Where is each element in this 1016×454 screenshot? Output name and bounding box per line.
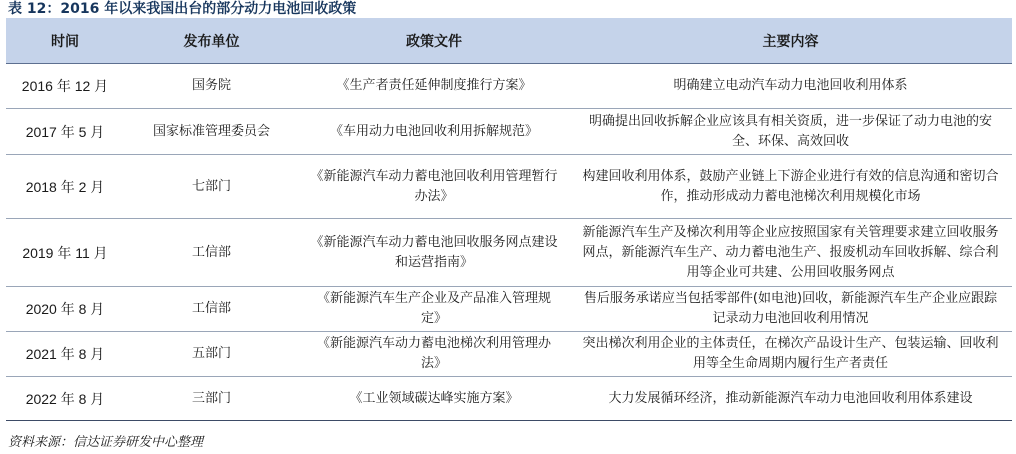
cell-date: 2018 年 2 月 <box>6 155 124 219</box>
header-content: 主要内容 <box>569 18 1012 64</box>
cell-issuer: 国家标准管理委员会 <box>124 109 299 155</box>
cell-document: 《生产者责任延伸制度推行方案》 <box>299 64 569 109</box>
cell-date: 2022 年 8 月 <box>6 377 124 421</box>
cell-issuer: 五部门 <box>124 332 299 377</box>
policy-table <box>6 18 1012 421</box>
cell-content: 构建回收利用体系，鼓励产业链上下游企业进行有效的信息沟通和密切合作，推动形成动力蓄电池梯次利用规模化市场 <box>569 155 1012 219</box>
header-issuer: 发布单位 <box>124 18 299 64</box>
cell-issuer: 工信部 <box>124 219 299 287</box>
table-row <box>6 332 1012 377</box>
table-title: 表 12：2016 年以来我国出台的部分动力电池回收政策 <box>8 1 357 17</box>
table-row <box>6 219 1012 287</box>
cell-content: 大力发展循环经济，推动新能源汽车动力电池回收利用体系建设 <box>569 377 1012 421</box>
cell-content: 售后服务承诺应当包括零部件(如电池)回收，新能源汽车生产企业应跟踪记录动力电池回收利用情况 <box>569 287 1012 332</box>
source-note: 资料来源：信达证券研发中心整理 <box>8 435 204 450</box>
header-document: 政策文件 <box>299 18 569 64</box>
cell-document: 《新能源汽车动力蓄电池梯次利用管理办法》 <box>299 332 569 377</box>
cell-issuer: 七部门 <box>124 155 299 219</box>
cell-document: 《车用动力电池回收利用拆解规范》 <box>299 109 569 155</box>
cell-content: 明确提出回收拆解企业应该具有相关资质，进一步保证了动力电池的安全、环保、高效回收 <box>569 109 1012 155</box>
cell-document: 《工业领域碳达峰实施方案》 <box>299 377 569 421</box>
table-row <box>6 377 1012 421</box>
table-row <box>6 64 1012 109</box>
cell-issuer: 三部门 <box>124 377 299 421</box>
table-row <box>6 109 1012 155</box>
cell-content: 新能源汽车生产及梯次利用等企业应按照国家有关管理要求建立回收服务网点，新能源汽车生产、动力蓄电池生产、报废机动车回收拆解、综合利用等企业可共建、公用回收服务网点 <box>569 219 1012 287</box>
cell-date: 2020 年 8 月 <box>6 287 124 332</box>
table-row <box>6 155 1012 219</box>
cell-document: 《新能源汽车生产企业及产品准入管理规定》 <box>299 287 569 332</box>
header-time: 时间 <box>6 18 124 64</box>
table-row <box>6 287 1012 332</box>
table-header-row <box>6 18 1012 64</box>
cell-issuer: 国务院 <box>124 64 299 109</box>
cell-document: 《新能源汽车动力蓄电池回收服务网点建设和运营指南》 <box>299 219 569 287</box>
cell-date: 2019 年 11 月 <box>6 219 124 287</box>
cell-issuer: 工信部 <box>124 287 299 332</box>
cell-date: 2016 年 12 月 <box>6 64 124 109</box>
cell-date: 2021 年 8 月 <box>6 332 124 377</box>
cell-content: 突出梯次利用企业的主体责任，在梯次产品设计生产、包装运输、回收利用等全生命周期内履行生产者责任 <box>569 332 1012 377</box>
cell-date: 2017 年 5 月 <box>6 109 124 155</box>
cell-content: 明确建立电动汽车动力电池回收利用体系 <box>569 64 1012 109</box>
cell-document: 《新能源汽车动力蓄电池回收利用管理暂行办法》 <box>299 155 569 219</box>
